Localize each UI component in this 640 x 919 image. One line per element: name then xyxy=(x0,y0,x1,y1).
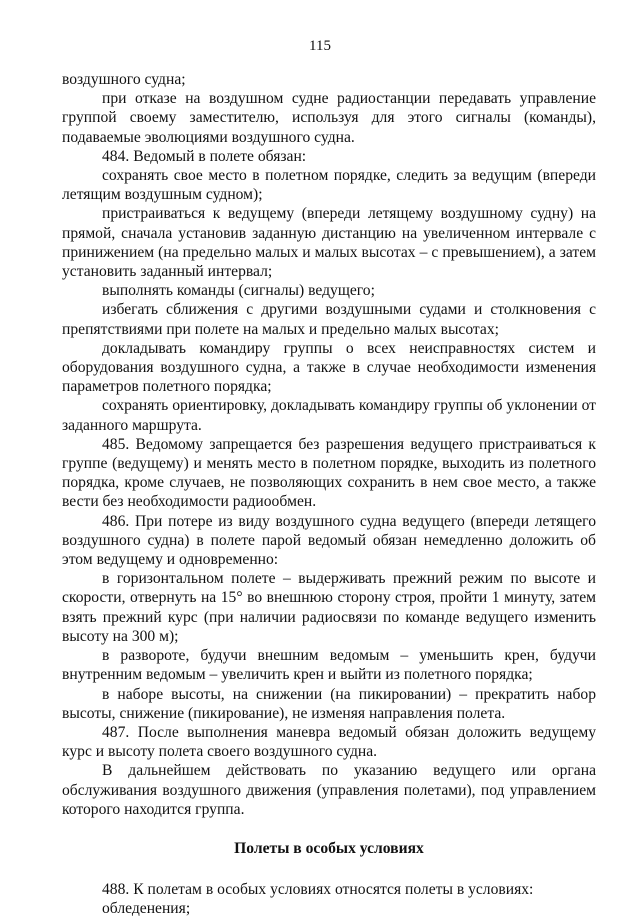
paragraph: в наборе высоты, на снижении (на пикировании) – прекратить набор высоты, снижение (пикирование), не изменяя направления полета. xyxy=(62,685,596,722)
paragraph: избегать сближения с другими воздушными судами и столкновения с препятствиями при полете на малых и предельно малых высотах; xyxy=(62,301,596,338)
paragraph-487: 487. После выполнения маневра ведомый обязан доложить ведущему курс и высоту полета своего воздушного судна. xyxy=(62,723,596,761)
paragraph-484: 484. Ведомый в полете обязан: xyxy=(102,147,307,165)
paragraph: сохранять ориентировку, докладывать командиру группы об уклонении от заданного маршрута. xyxy=(62,397,596,434)
paragraph: В дальнейшем действовать по указанию ведущего или органа обслуживания воздушного движения (управления полетами), под управлением которого находится группа. xyxy=(62,762,596,818)
page-number: 115 xyxy=(309,38,331,54)
paragraph: обледенения; xyxy=(102,900,191,918)
document-body xyxy=(62,70,596,919)
paragraph: докладывать командиру группы о всех неисправностях систем и оборудования воздушного судна, а также в случае необходимости изменения параметров полетного порядка; xyxy=(62,339,596,396)
paragraph-486: 486. При потере из виду воздушного судна ведущего (впереди летящего воздушного судна) в полете парой ведомый обязан немедленно доложить об этом ведущему и одновременно: xyxy=(62,512,596,569)
paragraph: выполнять команды (сигналы) ведущего; xyxy=(102,282,375,300)
paragraph: при отказе на воздушном судне радиостанции передавать управление группой своему заместителю, используя для этого сигналы (команды), подаваемые эволюциями воздушного судна. xyxy=(62,90,596,146)
paragraph-continuation: воздушного судна; xyxy=(62,71,186,88)
paragraph-488: 488. К полетам в особых условиях относятся полеты в условиях: xyxy=(102,881,534,899)
paragraph: в развороте, будучи внешним ведомым – уменьшить крен, будучи внутренним ведомым – увеличить крен и выйти из полетного порядка; xyxy=(62,647,596,684)
paragraph: пристраиваться к ведущему (впереди летящему воздушному судну) на прямой, сначала установив заданную дистанцию на увеличенном интервале с принижением (на предельно малых и малых высотах – с превышением), а затем установить заданный интервал; xyxy=(62,205,596,281)
paragraph: в горизонтальном полете – выдерживать прежний режим по высоте и скорости, отвернуть на 15° во внешнюю сторону строя, пройти 1 минуту, затем взять прежний курс (при наличии радиосвязи по команде ведущего изменить высоту на 300 м); xyxy=(62,570,596,645)
paragraph: сохранять свое место в полетном порядке, следить за ведущим (впереди летящим воздушным судном); xyxy=(62,167,596,204)
section-heading: Полеты в особых условиях xyxy=(234,839,424,857)
paragraph-485: 485. Ведомому запрещается без разрешения ведущего пристраиваться к группе (ведущему) и менять место в полетном порядке, выходить из полетного порядка, кроме случаев, не позволяющих сохранить в нем свое место, а также вести без необходимости радиообмен. xyxy=(62,435,596,511)
